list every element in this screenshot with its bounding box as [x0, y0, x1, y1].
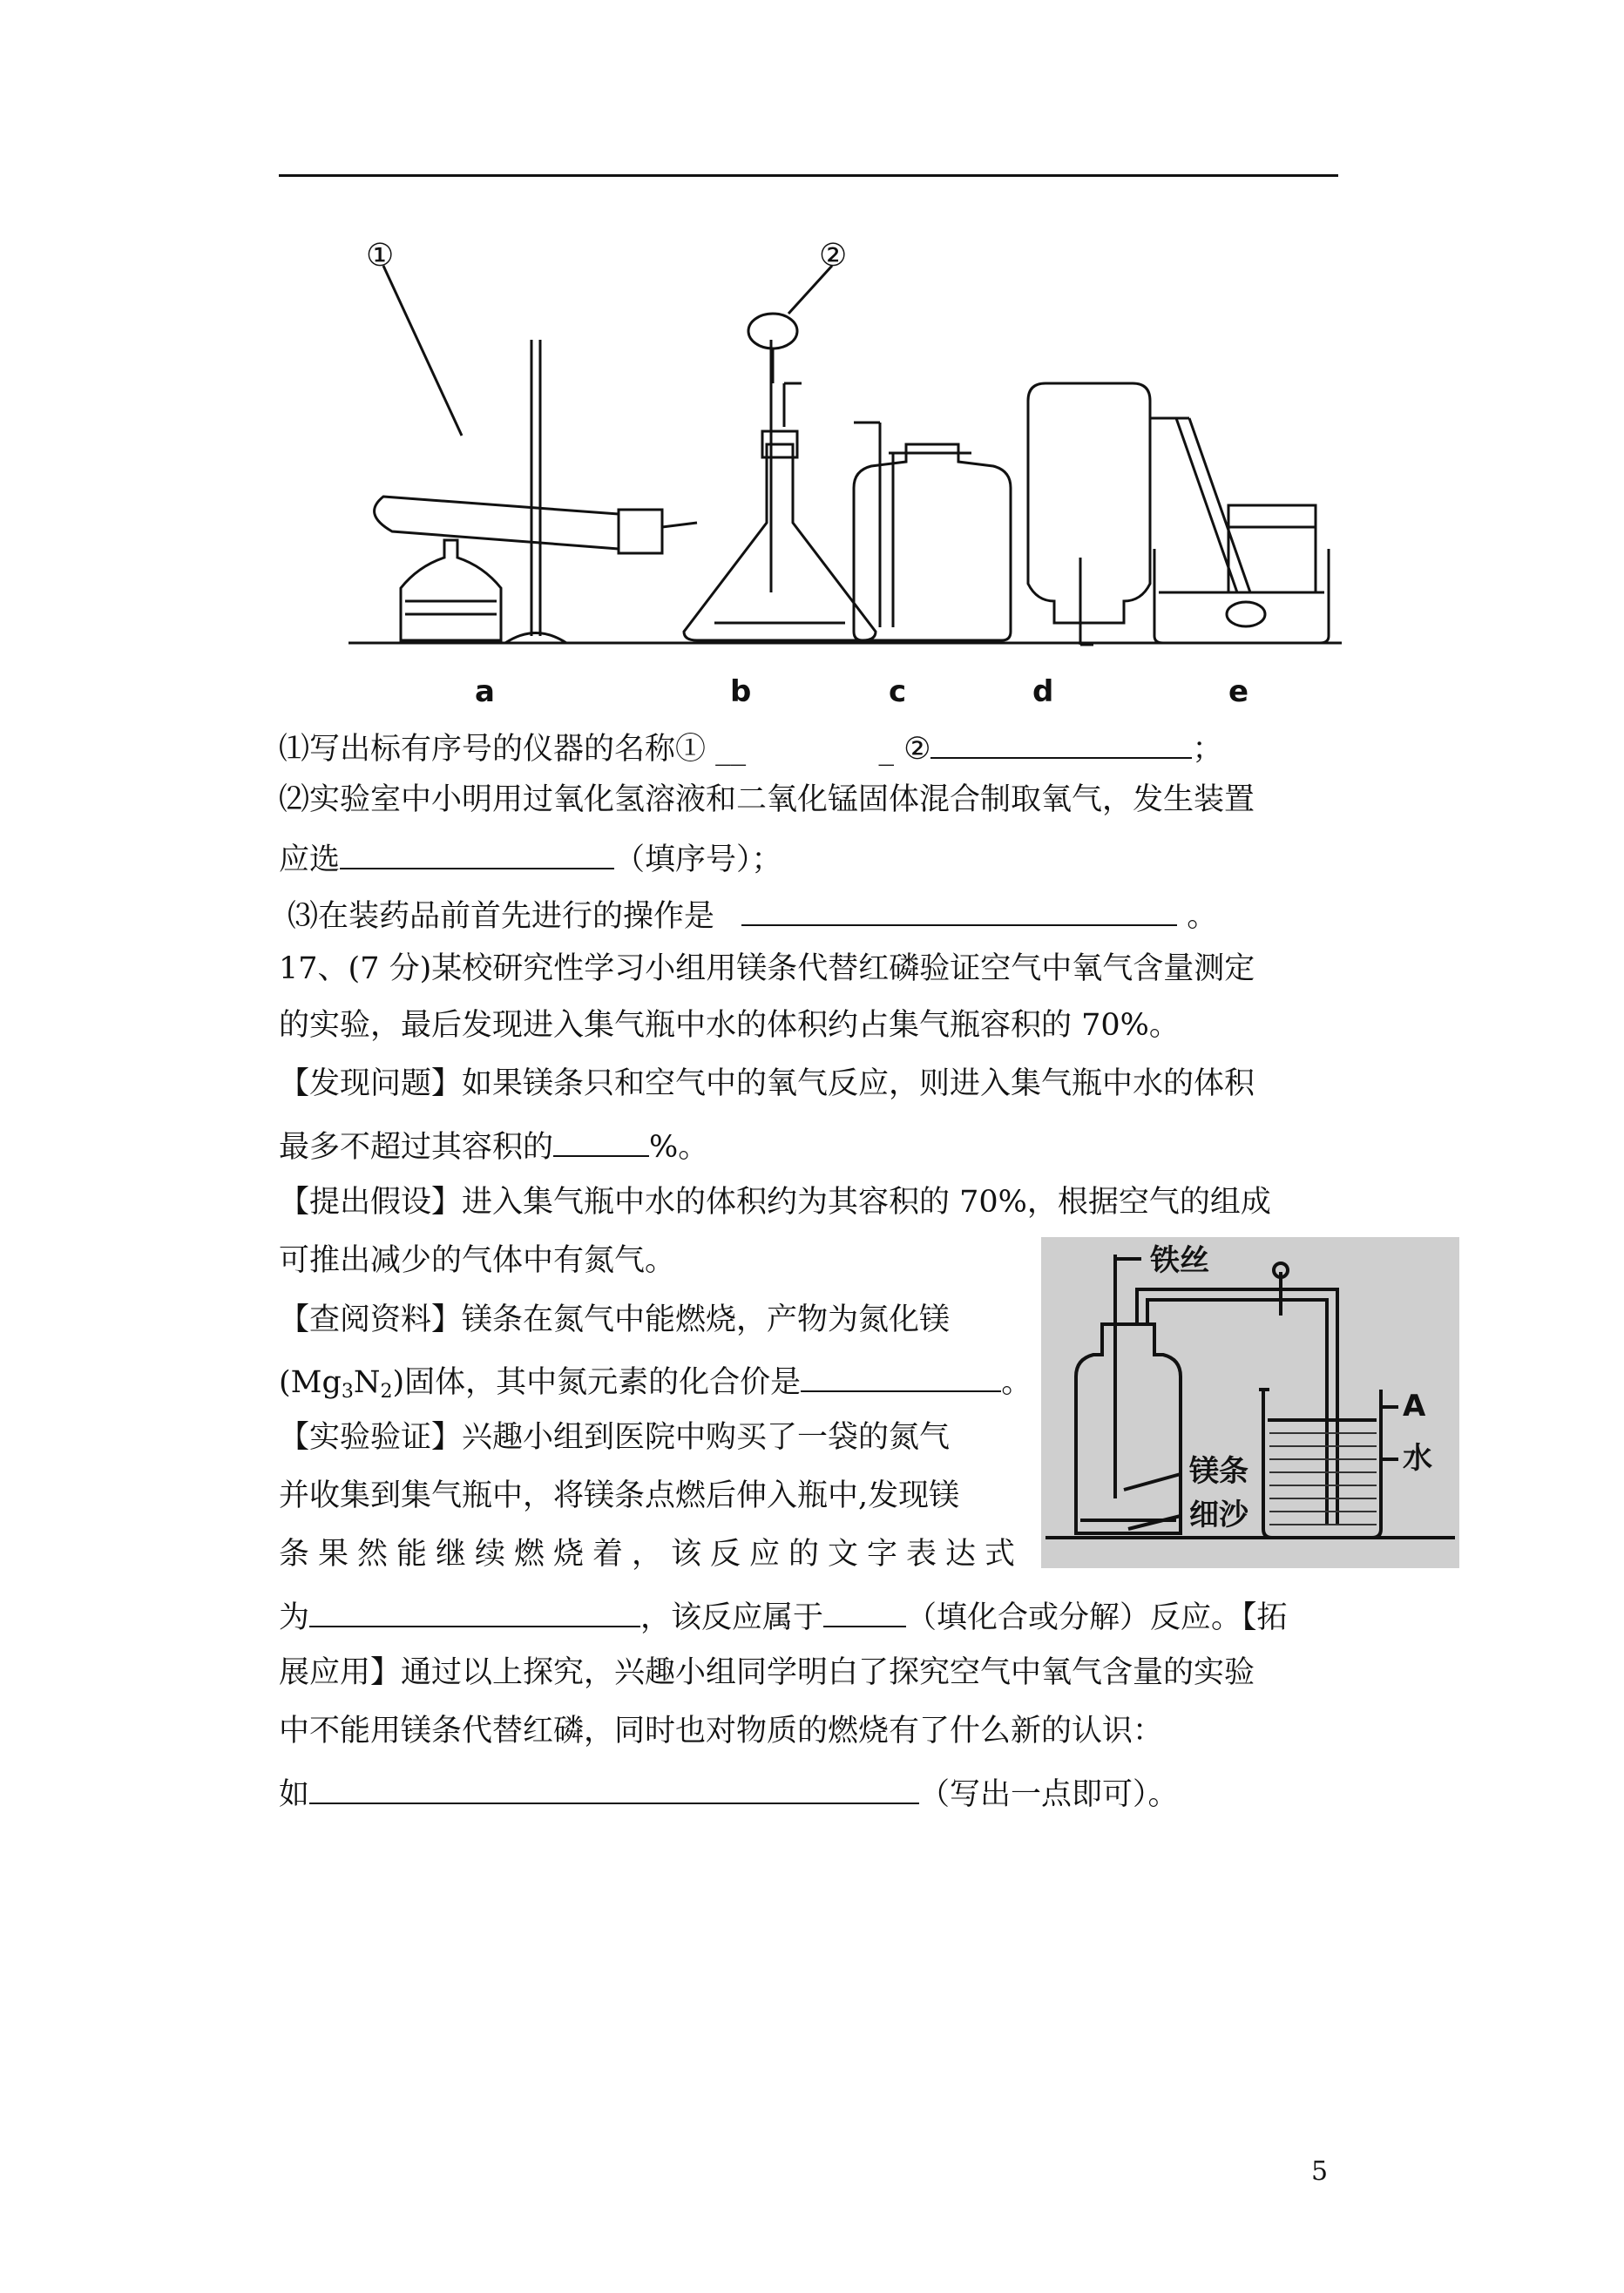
- answer-blank[interactable]: [741, 893, 1177, 926]
- q16-part2-line1: ⑵实验室中小明用过氧化氢溶液和二氧化锰固体混合制取氧气，发生装置: [279, 782, 1255, 817]
- q17-lookup-line1: 【查阅资料】镁条在氮气中能燃烧，产物为氮化镁: [279, 1302, 951, 1337]
- q17-ext-line2: 中不能用镁条代替红磷，同时也对物质的燃烧有了什么新的认识：: [279, 1714, 1164, 1748]
- page-number: 5: [1311, 2156, 1329, 2187]
- q16-part3: ⑶在装药品前首先进行的操作是 。: [288, 893, 1217, 936]
- q17-discover-line2: 最多不超过其容积的 %。: [279, 1124, 708, 1167]
- answer-blank[interactable]: [309, 1771, 919, 1804]
- label-b: b: [730, 674, 752, 709]
- q17-verify-line3: 条果然能继续燃烧着，该反应的文字表达式: [279, 1537, 1025, 1572]
- marker-2: ②: [819, 238, 848, 274]
- label-e: e: [1228, 674, 1249, 709]
- nitrogen-experiment-figure: [1041, 1237, 1459, 1568]
- label-water: 水: [1403, 1441, 1432, 1476]
- label-c: c: [889, 674, 907, 709]
- q17-hypo-line1: 【提出假设】进入集气瓶中水的体积约为其容积的 70%，根据空气的组成: [279, 1185, 1271, 1220]
- answer-blank[interactable]: [801, 1359, 1001, 1392]
- label-sand: 细沙: [1189, 1498, 1248, 1532]
- label-d: d: [1032, 674, 1054, 709]
- q17-intro-line2: 的实验，最后发现进入集气瓶中水的体积约占集气瓶容积的 70%。: [279, 1008, 1180, 1043]
- q17-discover-line1: 【发现问题】如果镁条只和空气中的氧气反应，则进入集气瓶中水的体积: [279, 1066, 1255, 1101]
- apparatus-figure: [331, 227, 1359, 714]
- q17-intro-line1: 17、(7 分)某校研究性学习小组用镁条代替红磷验证空气中氧气含量测定: [279, 951, 1255, 986]
- answer-blank[interactable]: [823, 1594, 906, 1627]
- q17-lookup-line2: $(Mg_3N_2)$固体，其中氮元素的化合价是 。: [279, 1359, 1032, 1411]
- header-rule: [279, 174, 1338, 177]
- q17-hypo-line2: 可推出减少的气体中有氮气。: [279, 1243, 676, 1278]
- q17-verify-line2: 并收集到集气瓶中，将镁条点燃后伸入瓶中,发现镁: [279, 1478, 960, 1513]
- q17-ext-line3: 如 （写出一点即可）。: [279, 1771, 1179, 1814]
- answer-blank[interactable]: [553, 1124, 649, 1157]
- label-a: a: [475, 674, 495, 709]
- answer-blank[interactable]: [309, 1594, 640, 1627]
- q17-ext-line1: 展应用】通过以上探究，兴趣小组同学明白了探究空气中氧气含量的实验: [279, 1655, 1255, 1690]
- label-magnesium: 镁条: [1189, 1454, 1248, 1489]
- label-a: A: [1403, 1389, 1426, 1424]
- marker-1: ①: [366, 238, 395, 274]
- q16-part2-line2: 应选 （填序号）；: [279, 836, 782, 879]
- label-iron-wire: 铁丝: [1150, 1243, 1209, 1278]
- q16-part1: ⑴写出标有序号的仪器的名称① __ _ ② ；: [279, 726, 1222, 768]
- q17-verify-line4: 为 ，该反应属于 （填化合或分解）反应。【拓: [279, 1594, 1288, 1637]
- answer-blank[interactable]: [340, 836, 614, 869]
- q17-verify-line1: 【实验验证】兴趣小组到医院中购买了一袋的氮气: [279, 1420, 951, 1455]
- answer-blank[interactable]: [930, 726, 1192, 759]
